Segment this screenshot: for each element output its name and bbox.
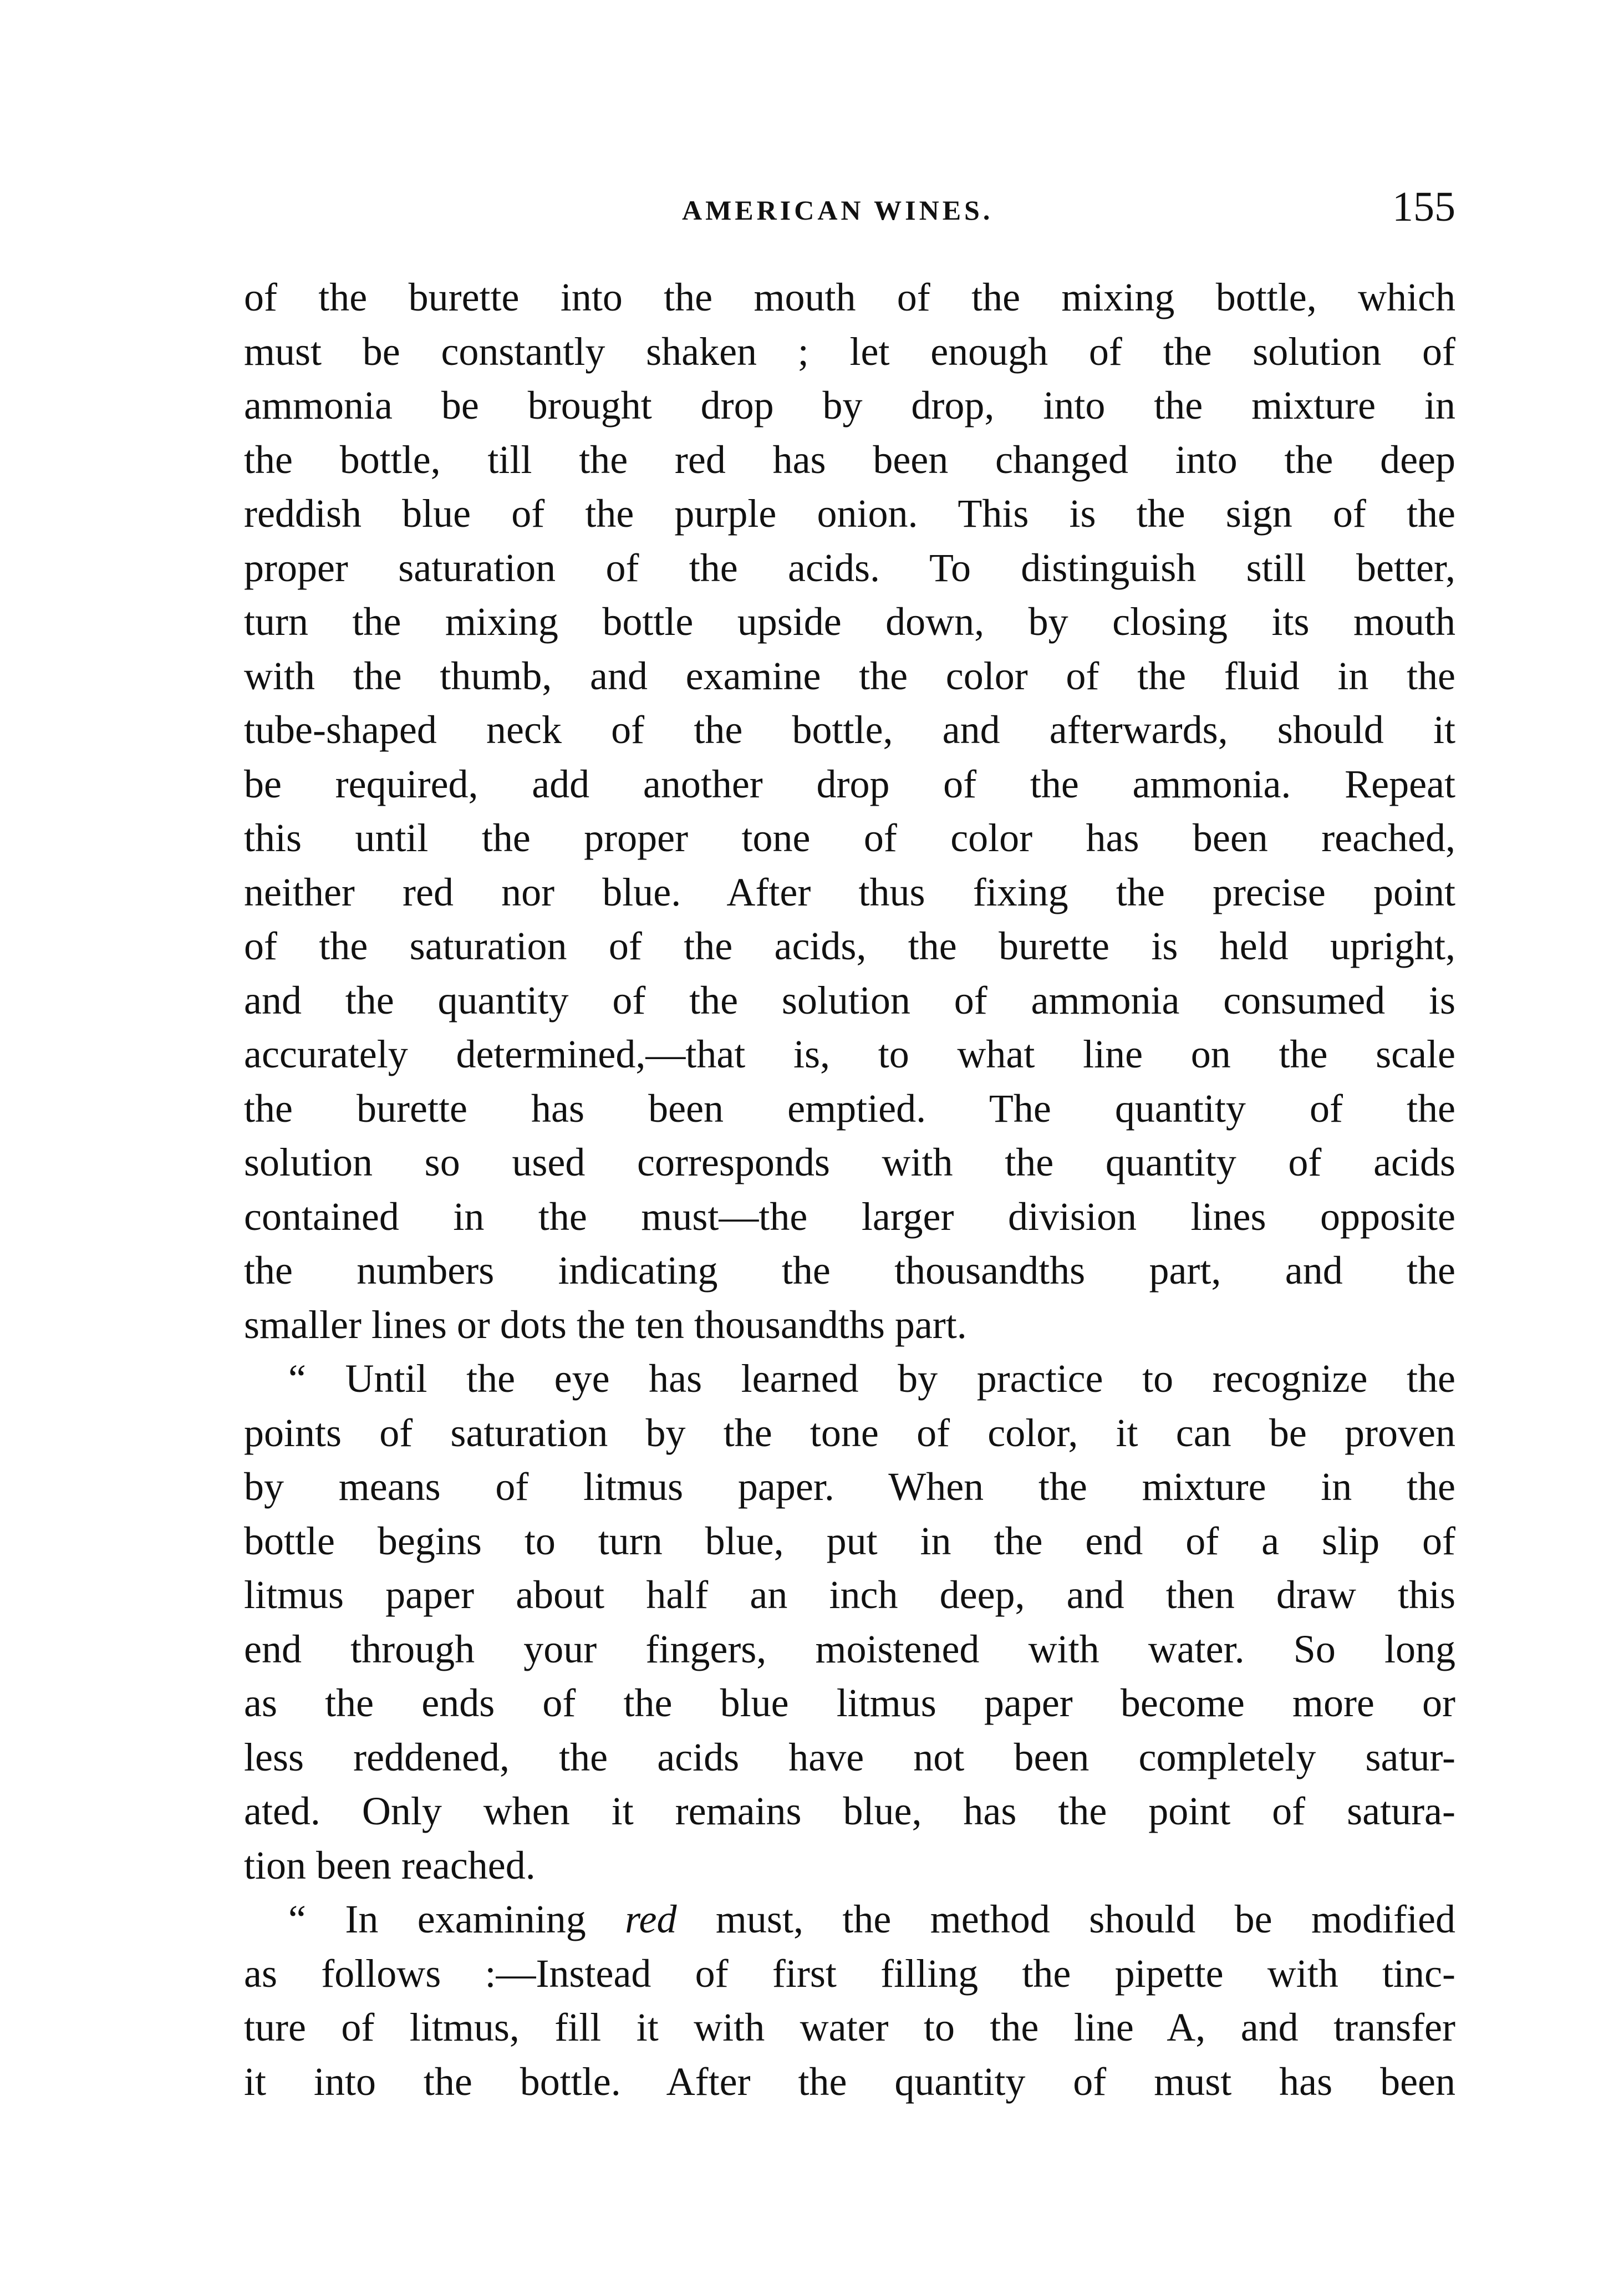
- text-line: points of saturation by the tone of color, it can be proven: [244, 1410, 1455, 1455]
- text-run: must, the method should be modified: [676, 1897, 1455, 1941]
- text-line: ture of litmus, fill it with water to the line A, and transfer: [244, 2005, 1455, 2049]
- text-line: “ Until the eye has learned by practice to recognize the: [288, 1356, 1455, 1401]
- body-text: [244, 271, 1455, 2109]
- text-run: “ In examining: [288, 1897, 625, 1941]
- paragraph-1: [244, 271, 1455, 1352]
- text-line: proper saturation of the acids. To distinguish still better,: [244, 545, 1455, 590]
- text-line: bottle begins to turn blue, put in the end of a slip of: [244, 1518, 1455, 1563]
- text-line: as the ends of the blue litmus paper become more or: [244, 1681, 1455, 1725]
- text-line: the bottle, till the red has been changed into the deep: [244, 437, 1455, 482]
- text-line: and the quantity of the solution of ammonia consumed is: [244, 978, 1455, 1023]
- page-number: 155: [1392, 184, 1455, 230]
- text-line: the burette has been emptied. The quantity of the: [244, 1086, 1455, 1131]
- text-line: the numbers indicating the thousandths part, and the: [244, 1248, 1455, 1293]
- text-line: this until the proper tone of color has been reached,: [244, 816, 1455, 860]
- text-line: end through your fingers, moistened with water. So long: [244, 1626, 1455, 1671]
- paragraph-3: [244, 1893, 1455, 2109]
- italic-emphasis: red: [625, 1897, 677, 1941]
- text-line: with the thumb, and examine the color of the fluid in the: [244, 653, 1455, 698]
- text-line: reddish blue of the purple onion. This is the sign of the: [244, 491, 1455, 536]
- text-line: as follows :—Instead of first filling the pipette with tinc-: [244, 1951, 1455, 1996]
- text-line: smaller lines or dots the ten thousandths part.: [244, 1302, 967, 1347]
- text-line: tion been reached.: [244, 1843, 536, 1888]
- running-head: [244, 183, 1455, 244]
- text-line: solution so used corresponds with the quantity of acids: [244, 1140, 1455, 1184]
- text-line: it into the bottle. After the quantity of must has been: [244, 2059, 1455, 2104]
- text-line: ammonia be brought drop by drop, into the mixture in: [244, 383, 1455, 428]
- paragraph-2: [244, 1352, 1455, 1893]
- running-title: AMERICAN WINES.: [682, 195, 994, 226]
- text-line: litmus paper about half an inch deep, and then draw this: [244, 1573, 1455, 1617]
- text-line: less reddened, the acids have not been completely satur-: [244, 1735, 1455, 1779]
- text-line: contained in the must—the larger division lines opposite: [244, 1194, 1455, 1239]
- text-line: tube-shaped neck of the bottle, and afterwards, should it: [244, 708, 1455, 752]
- text-line: [244, 1893, 1455, 1947]
- text-line: must be constantly shaken ; let enough of the solution of: [244, 329, 1455, 374]
- text-line: be required, add another drop of the ammonia. Repeat: [244, 761, 1455, 806]
- text-line: by means of litmus paper. When the mixture in the: [244, 1464, 1455, 1509]
- text-line: accurately determined,—that is, to what line on the scale: [244, 1032, 1455, 1076]
- text-line: neither red nor blue. After thus fixing the precise point: [244, 869, 1455, 914]
- text-line: of the burette into the mouth of the mixing bottle, which: [244, 275, 1455, 319]
- text-line: ated. Only when it remains blue, has the point of satura-: [244, 1789, 1455, 1833]
- text-line: turn the mixing bottle upside down, by closing its mouth: [244, 599, 1455, 644]
- text-line: of the saturation of the acids, the burette is held upright,: [244, 924, 1455, 968]
